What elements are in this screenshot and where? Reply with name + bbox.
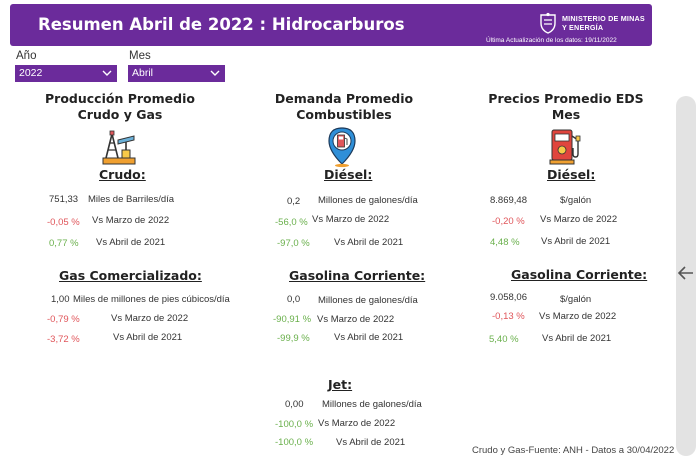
month-select-value: Abril bbox=[132, 67, 154, 79]
precios-gasolina-cmp-prev-year: Vs Abril de 2021 bbox=[542, 333, 612, 344]
precios-diesel-unit: $/galón bbox=[560, 195, 592, 206]
demanda-diesel-value: 0,2 bbox=[287, 196, 301, 207]
precios-gasolina-unit: $/galón bbox=[560, 294, 592, 305]
last-update-text: Última Actualización de los datos: 19/11/2022 bbox=[486, 37, 617, 44]
jet-unit: Millones de galones/día bbox=[322, 399, 422, 410]
demanda-gasolina-cmp-prev-year: Vs Abril de 2021 bbox=[334, 332, 404, 343]
precios-title bbox=[486, 91, 646, 123]
produccion-title bbox=[40, 91, 200, 123]
crudo-section-title: Crudo: bbox=[99, 167, 146, 182]
month-select[interactable] bbox=[128, 65, 225, 82]
chevron-down-icon bbox=[210, 69, 220, 77]
gas-pct-vs-prev-year: -3,72 % bbox=[47, 334, 80, 345]
crudo-value: 751,33 bbox=[49, 194, 79, 205]
produccion-title-line-2: Crudo y Gas bbox=[77, 107, 163, 122]
jet-cmp-prev-month: Vs Marzo de 2022 bbox=[318, 418, 396, 429]
colombia-shield-icon bbox=[538, 12, 558, 34]
gas-cmp-prev-month: Vs Marzo de 2022 bbox=[111, 313, 189, 324]
gas-unit: Miles de millones de pies cúbicos/día bbox=[73, 294, 230, 305]
crudo-cmp-prev-year: Vs Abril de 2021 bbox=[96, 237, 166, 248]
demanda-diesel-cmp-prev-month: Vs Marzo de 2022 bbox=[312, 214, 390, 225]
precios-diesel-cmp-prev-month: Vs Marzo de 2022 bbox=[540, 214, 618, 225]
jet-pct-vs-prev-month: -100,0 % bbox=[275, 419, 314, 430]
page-title: Resumen Abril de 2022 : Hidrocarburos bbox=[38, 15, 405, 34]
crudo-unit: Miles de Barriles/día bbox=[88, 194, 175, 205]
demanda-diesel-pct-vs-prev-year: -97,0 % bbox=[277, 238, 310, 249]
precios-title-line-2: Mes bbox=[551, 107, 581, 122]
precios-diesel-section-title: Diésel: bbox=[547, 167, 596, 182]
precios-gasolina-pct-vs-prev-year: 5,40 % bbox=[489, 334, 519, 345]
map-pin-fuel-icon bbox=[326, 126, 358, 168]
precios-diesel-value: 8.869,48 bbox=[490, 195, 527, 206]
demanda-gasolina-unit: Millones de galones/día bbox=[318, 295, 418, 306]
year-label: Año bbox=[16, 50, 37, 62]
precios-gasolina-section-title: Gasolina Corriente: bbox=[511, 267, 648, 282]
demanda-gasolina-pct-vs-prev-year: -99,9 % bbox=[277, 333, 310, 344]
demanda-diesel-cmp-prev-year: Vs Abril de 2021 bbox=[334, 237, 404, 248]
oil-rig-icon bbox=[100, 128, 138, 166]
jet-value: 0,00 bbox=[285, 399, 304, 410]
precios-gasolina-cmp-prev-month: Vs Marzo de 2022 bbox=[539, 311, 617, 322]
year-select-value: 2022 bbox=[19, 67, 43, 79]
demanda-diesel-section-title: Diésel: bbox=[324, 167, 373, 182]
chevron-down-icon bbox=[102, 69, 112, 77]
demanda-gasolina-value: 0,0 bbox=[287, 294, 301, 305]
crudo-pct-vs-prev-month: -0,05 % bbox=[47, 217, 80, 228]
gas-cmp-prev-year: Vs Abril de 2021 bbox=[113, 332, 183, 343]
jet-cmp-prev-year: Vs Abril de 2021 bbox=[336, 437, 406, 448]
source-footer: Crudo y Gas-Fuente: ANH - Datos a 30/04/2022 bbox=[472, 445, 675, 456]
demanda-title bbox=[264, 91, 424, 123]
back-arrow-icon[interactable] bbox=[676, 264, 696, 282]
fuel-pump-icon bbox=[547, 126, 585, 166]
precios-diesel-pct-vs-prev-year: 4,48 % bbox=[490, 237, 520, 248]
precios-diesel-pct-vs-prev-month: -0,20 % bbox=[492, 216, 525, 227]
demanda-diesel-pct-vs-prev-month: -56,0 % bbox=[275, 217, 308, 228]
gas-section-title: Gas Comercializado: bbox=[59, 268, 202, 283]
gas-pct-vs-prev-month: -0,79 % bbox=[47, 314, 80, 325]
precios-gasolina-pct-vs-prev-month: -0,13 % bbox=[492, 311, 525, 322]
page-header bbox=[10, 4, 652, 46]
ministry-line-1: MINISTERIO DE MINAS bbox=[562, 14, 645, 23]
year-select[interactable] bbox=[15, 65, 117, 82]
jet-section-title: Jet: bbox=[328, 377, 353, 392]
demanda-diesel-unit: Millones de galones/día bbox=[318, 195, 418, 206]
precios-gasolina-value: 9.058,06 bbox=[490, 292, 527, 303]
jet-pct-vs-prev-year: -100,0 % bbox=[275, 437, 314, 448]
demanda-gasolina-pct-vs-prev-month: -90,91 % bbox=[273, 314, 312, 325]
gas-value: 1,00 bbox=[51, 294, 70, 305]
month-label: Mes bbox=[129, 50, 151, 62]
ministry-line-2: Y ENERGÍA bbox=[562, 23, 604, 32]
precios-diesel-cmp-prev-year: Vs Abril de 2021 bbox=[541, 236, 611, 247]
demanda-title-line-1: Demanda Promedio bbox=[274, 91, 414, 106]
demanda-title-line-2: Combustibles bbox=[296, 107, 392, 122]
ministry-logo-text bbox=[562, 14, 645, 32]
crudo-pct-vs-prev-year: 0,77 % bbox=[49, 238, 79, 249]
demanda-gasolina-section-title: Gasolina Corriente: bbox=[289, 268, 426, 283]
demanda-gasolina-cmp-prev-month: Vs Marzo de 2022 bbox=[317, 314, 395, 325]
crudo-cmp-prev-month: Vs Marzo de 2022 bbox=[92, 215, 170, 226]
produccion-title-line-1: Producción Promedio bbox=[45, 91, 195, 106]
precios-title-line-1: Precios Promedio EDS bbox=[488, 91, 644, 106]
